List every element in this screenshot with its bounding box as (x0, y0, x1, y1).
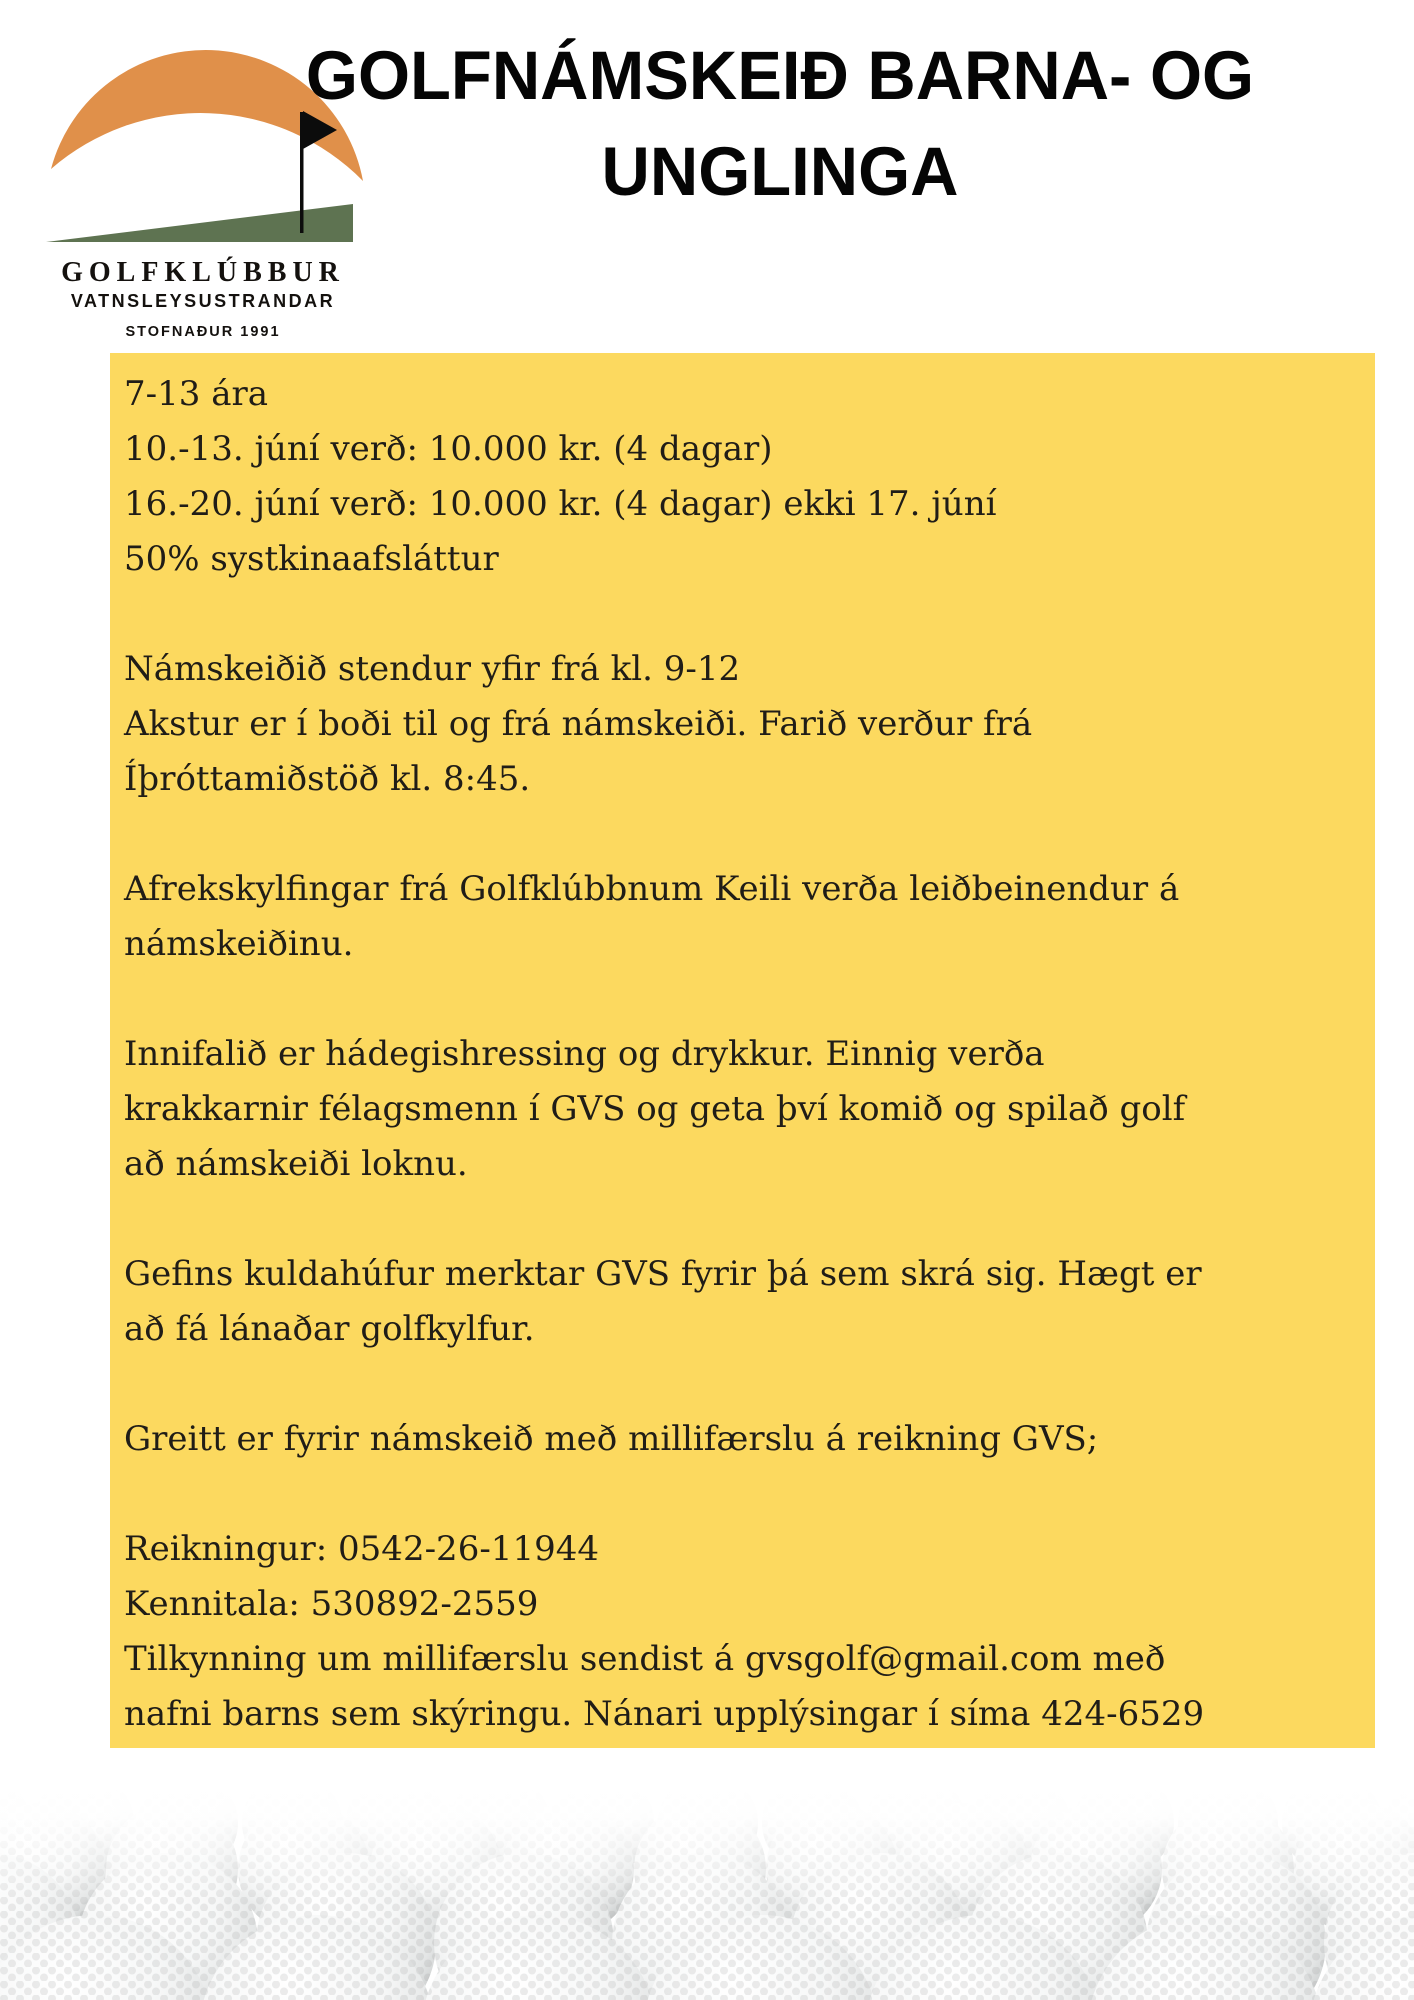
notice-text-line: krakkarnir félagsmenn í GVS og geta því komið og spilað golf (124, 1089, 1186, 1129)
club-subname: VATNSLEYSUSTRANDAR (70, 291, 336, 311)
notice-text-line (124, 1192, 1375, 1247)
golf-balls-graphic (0, 1785, 1414, 2000)
notice-text-line: Tilkynning um millifærslu sendist á gvsgolf@gmail.com með (124, 1639, 1166, 1679)
notice-text-line: Námskeiðið stendur yfir frá kl. 9-12 (124, 649, 741, 689)
notice-text-line: að fá lánaðar golfkylfur. (124, 1309, 535, 1349)
notice-text-line: Afrekskylfingar frá Golfklúbbnum Keili verða leiðbeinendur á (124, 869, 1180, 909)
notice-text-line: Íþróttamiðstöð kl. 8:45. (124, 759, 531, 799)
page-title-line2: UNGLINGA (601, 133, 959, 210)
club-founded-text: STOFNAÐUR 1991 (125, 324, 281, 340)
notice-text-line: Kennitala: 530892-2559 (124, 1584, 539, 1624)
notice-text-line: að námskeiði loknu. (124, 1144, 468, 1184)
page-title-line1: GOLFNÁMSKEIÐ BARNA- OG (305, 37, 1255, 114)
notice-text-line: námskeiðinu. (124, 924, 354, 964)
notice-text-line: Reikningur: 0542-26-11944 (124, 1529, 599, 1569)
page-title (250, 28, 1310, 220)
notice-text-line (124, 1467, 1375, 1522)
notice-text-line: 7-13 ára (124, 374, 268, 414)
notice-text-line: Gefins kuldahúfur merktar GVS fyrir þá sem skrá sig. Hægt er (124, 1254, 1202, 1294)
notice-text-line: Greitt er fyrir námskeið með millifærslu á reikning GVS; (124, 1419, 1099, 1459)
notice-text-line: 50% systkinaafsláttur (124, 539, 499, 579)
notice-text-line (124, 1357, 1375, 1412)
notice-text-line (124, 972, 1375, 1027)
notice-text-line: Innifalið er hádegishressing og drykkur. Einnig verða (124, 1034, 1045, 1074)
notice-text-line (124, 807, 1375, 862)
white-fade-overlay (0, 1785, 1414, 2000)
notice-text-line: 16.-20. júní verð: 10.000 kr. (4 dagar) ekki 17. júní (124, 484, 997, 524)
club-name: GOLFKLÚBBUR (61, 257, 345, 288)
course-info-panel (110, 353, 1375, 1748)
notice-text-line: 10.-13. júní verð: 10.000 kr. (4 dagar) (124, 429, 773, 469)
notice-text-line: Akstur er í boði til og frá námskeiði. Farið verður frá (124, 704, 1033, 744)
notice-text-line (124, 587, 1375, 642)
golf-balls-image (0, 1785, 1414, 2000)
notice-text-line: nafni barns sem skýringu. Nánari upplýsingar í síma 424-6529 (124, 1694, 1205, 1734)
